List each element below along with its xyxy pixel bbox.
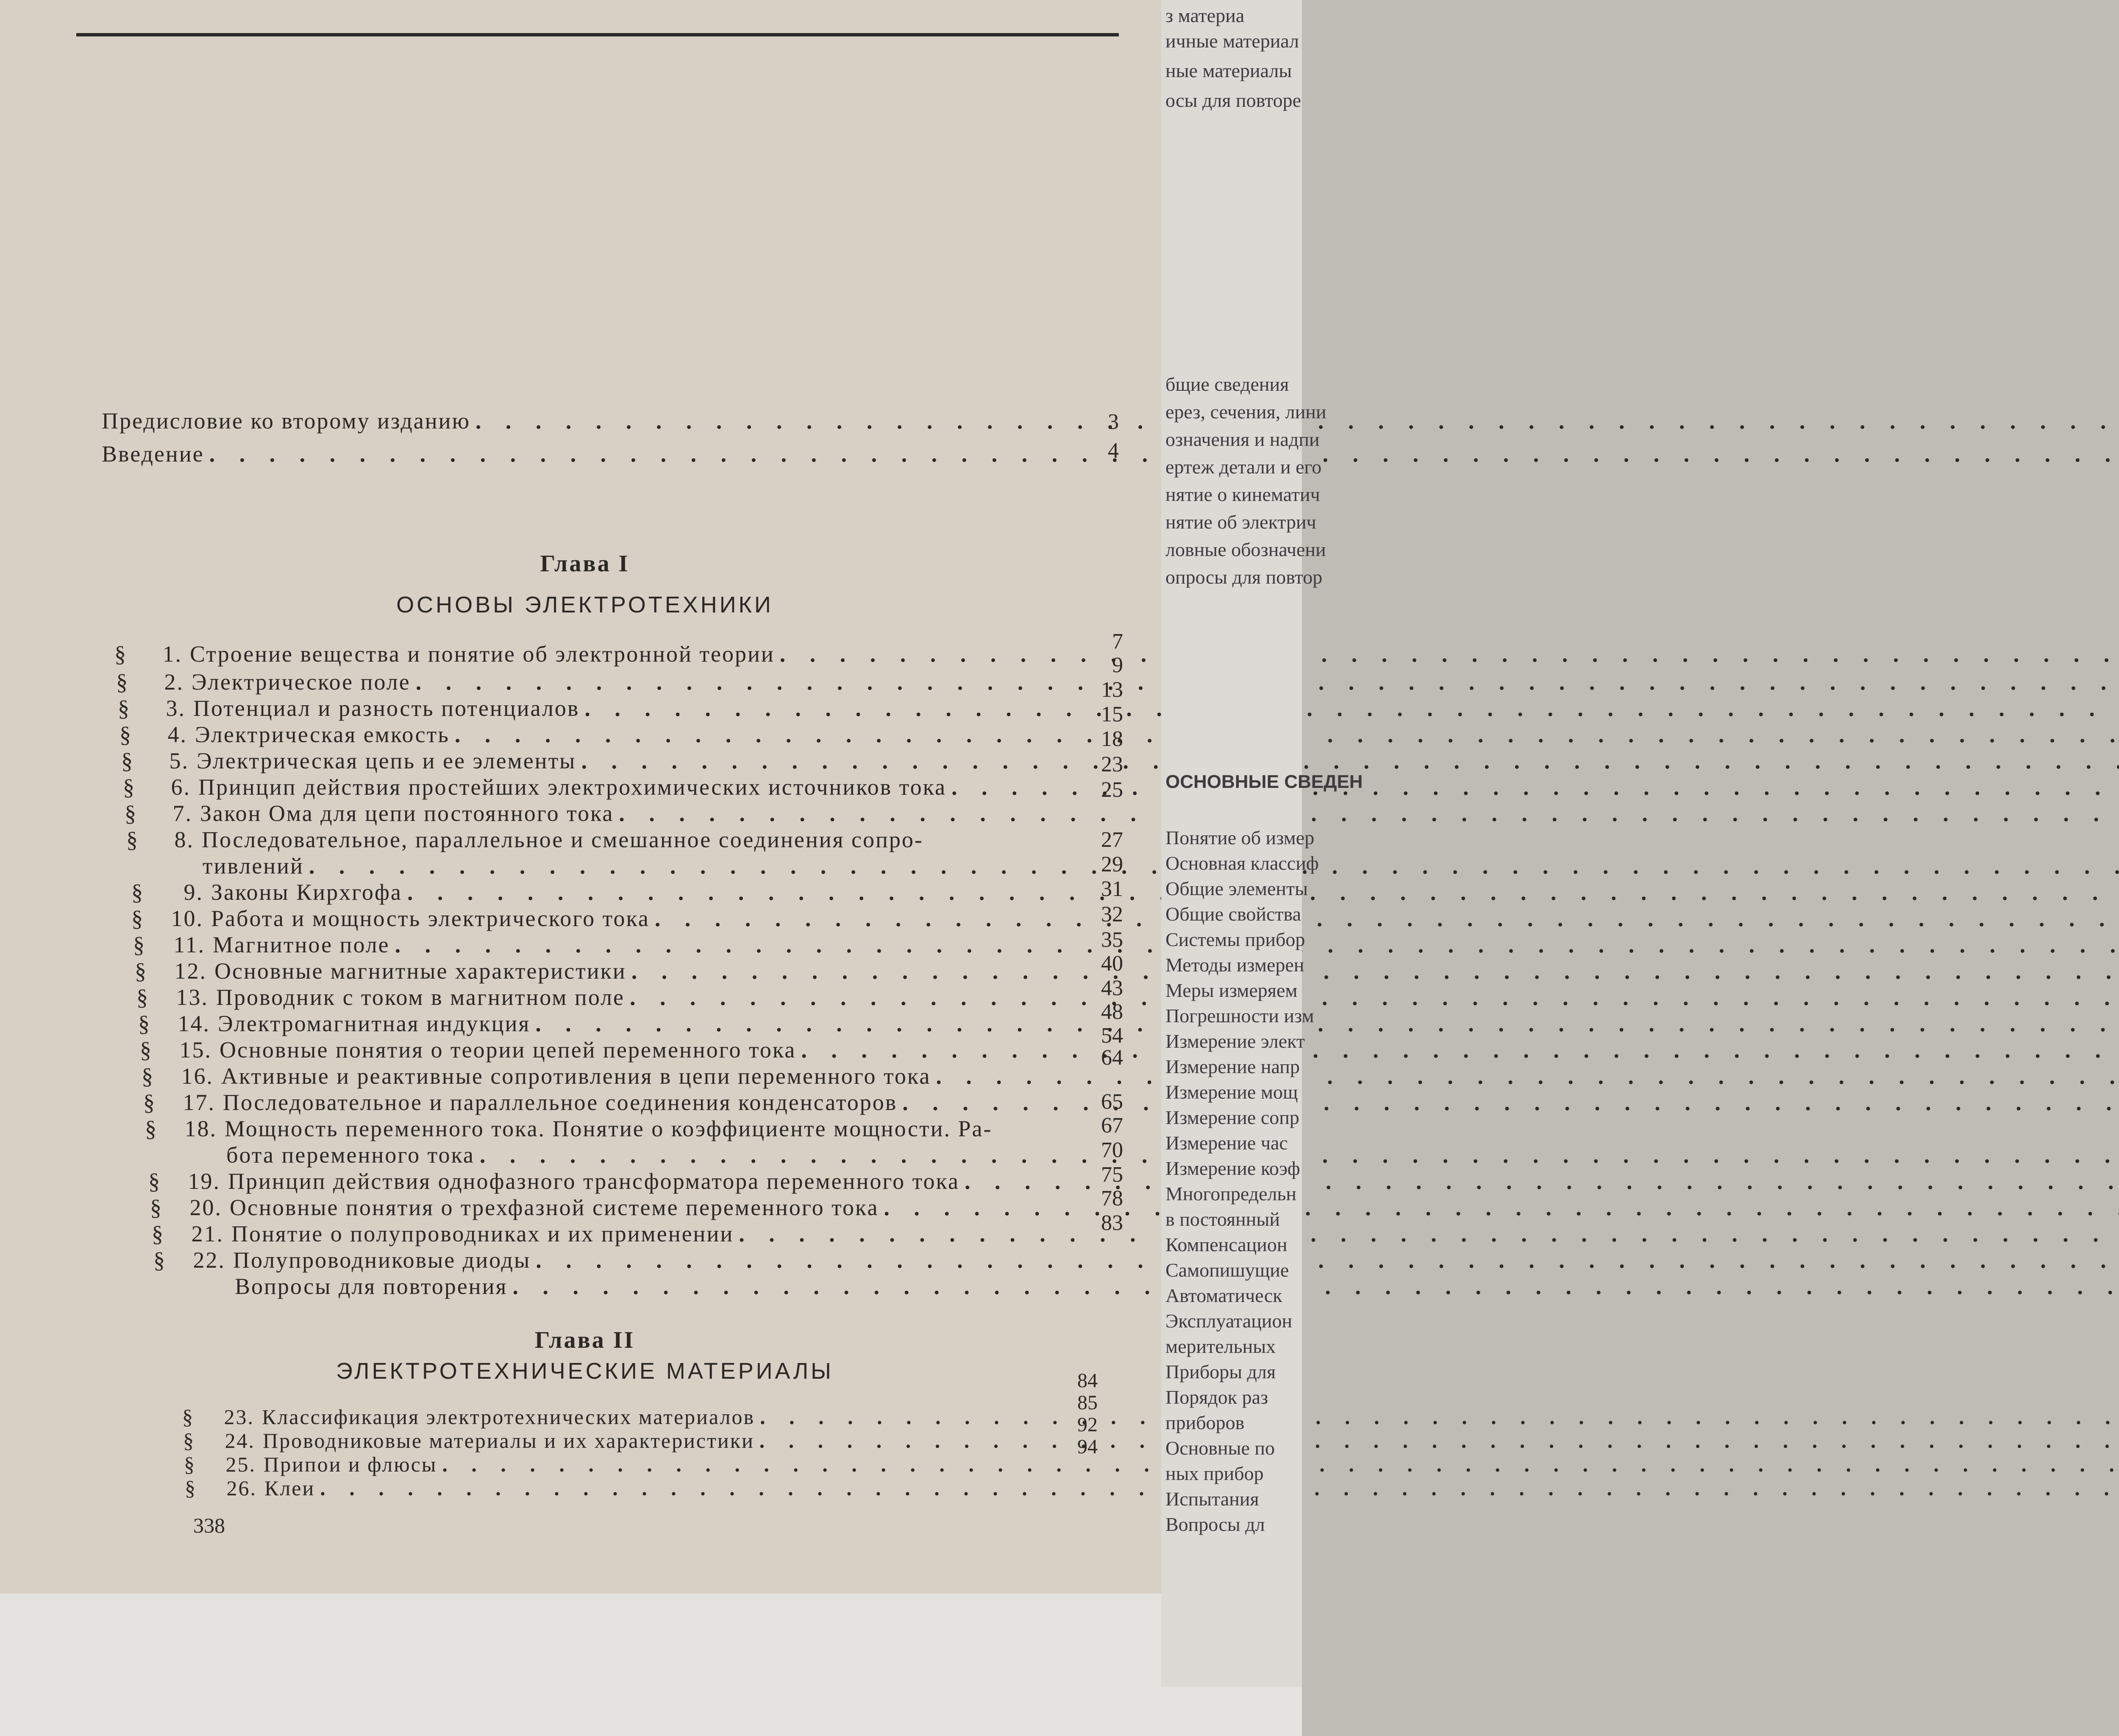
- facing-line: Компенсацион: [1165, 1234, 1288, 1255]
- toc-leader: [759, 1428, 2119, 1453]
- toc-page-number: 48: [1101, 1000, 1123, 1024]
- toc-title: бота переменного тока: [226, 1142, 475, 1168]
- toc-leader: [512, 1273, 2119, 1299]
- book-page-right: [1161, 0, 1363, 1687]
- toc-page-number: 67: [1101, 1113, 1123, 1138]
- facing-line: Основные по: [1165, 1437, 1275, 1459]
- section-number: 9.: [184, 879, 203, 905]
- section-sign: §: [184, 1452, 196, 1476]
- section-sign: §: [153, 1247, 166, 1273]
- toc-entry: [152, 1221, 1101, 1248]
- toc-page-number: 18: [1101, 727, 1123, 751]
- section-number: 13.: [176, 985, 209, 1010]
- toc-page-number: 23: [1101, 752, 1123, 776]
- chapter-1-label: Глава I: [540, 551, 630, 577]
- facing-line: ных прибор: [1165, 1463, 1264, 1484]
- toc-title: Магнитное поле: [213, 932, 390, 957]
- toc-page-number: 43: [1101, 976, 1123, 1000]
- toc-page-number: 32: [1101, 902, 1123, 926]
- toc-title: Принцип действия однофазного трансформатора переменного тока: [228, 1168, 959, 1194]
- toc-page-number: 78: [1101, 1186, 1123, 1210]
- facing-line: Самопишущие: [1165, 1259, 1289, 1281]
- toc-title: Электрическая цепь и ее элементы: [197, 748, 576, 773]
- section-number: 23.: [224, 1405, 254, 1429]
- toc-title: Электрическое поле: [192, 669, 411, 695]
- chapter-2-heading: ЭЛЕКТРОТЕХНИЧЕСКИЕ МАТЕРИАЛЫ: [336, 1358, 834, 1384]
- toc-page-number: 31: [1101, 877, 1123, 901]
- facing-line: нятие об электрич: [1165, 511, 1316, 533]
- facing-line: бщие сведения: [1165, 373, 1289, 395]
- toc-leader: [619, 800, 2119, 826]
- section-sign: §: [116, 669, 129, 695]
- section-sign: §: [143, 1090, 156, 1115]
- section-sign: §: [150, 1195, 163, 1220]
- toc-page-number: 29: [1101, 852, 1123, 876]
- toc-entry: [127, 853, 1085, 880]
- toc-title: Потенциал и разность потенциалов: [193, 696, 580, 721]
- chapter-2-label: Глава II: [534, 1327, 635, 1353]
- section-sign: §: [125, 801, 137, 826]
- toc-page-number: 64: [1101, 1046, 1123, 1070]
- chapter-1-heading: ОСНОВЫ ЭЛЕКТРОТЕХНИКИ: [396, 592, 773, 618]
- toc-leader: [631, 958, 2119, 984]
- toc-title: Основные магнитные характеристики: [214, 958, 626, 984]
- section-number: 14.: [178, 1011, 210, 1036]
- toc-title: Последовательное и параллельное соединения конденсаторов: [223, 1090, 898, 1115]
- section-sign: §: [131, 879, 144, 905]
- toc-title: Активные и реактивные сопротивления в цепи переменного тока: [221, 1063, 931, 1089]
- toc-leader: [581, 748, 2119, 774]
- toc-page-number: 75: [1101, 1163, 1123, 1187]
- facing-heading: ОСНОВНЫЕ СВЕДЕН: [1165, 771, 1363, 792]
- toc-leader: [739, 1221, 2119, 1247]
- toc-entry: [143, 1089, 1097, 1116]
- toc-title: Полупроводниковые диоды: [233, 1247, 531, 1273]
- facing-line: Общие элементы: [1165, 878, 1308, 899]
- toc-title: Классификация электротехнических материалов: [262, 1405, 755, 1429]
- section-sign: §: [145, 1116, 158, 1141]
- toc-entry: [153, 1247, 1103, 1274]
- section-sign: §: [152, 1221, 164, 1246]
- toc-entry: [136, 984, 1090, 1011]
- toc-entry: [150, 1194, 1099, 1221]
- section-number: 16.: [181, 1063, 214, 1089]
- section-number: 15.: [179, 1037, 212, 1063]
- toc-page-number: 94: [1077, 1436, 1098, 1458]
- section-sign: §: [148, 1168, 161, 1194]
- toc-page-number: 83: [1101, 1211, 1123, 1235]
- section-number: 1.: [162, 641, 182, 667]
- toc-leader: [535, 1010, 2119, 1037]
- toc-entry: [133, 932, 1087, 959]
- section-sign: §: [118, 696, 131, 721]
- section-sign: §: [182, 1405, 194, 1429]
- facing-line: приборов: [1165, 1412, 1245, 1433]
- section-number: 17.: [183, 1090, 215, 1115]
- toc-entry: [142, 1063, 1095, 1090]
- toc-title: Электромагнитная индукция: [218, 1011, 531, 1036]
- facing-line: Системы прибор: [1165, 929, 1305, 950]
- toc-title: Понятие о полупроводниках и их применении: [231, 1221, 734, 1246]
- section-number: 12.: [174, 958, 207, 984]
- toc-entry: [131, 905, 1085, 932]
- toc-front-preface: [102, 408, 1110, 435]
- toc-entry: [120, 721, 1077, 748]
- facing-line: Измерение элект: [1165, 1030, 1305, 1052]
- section-number: 8.: [174, 827, 194, 852]
- facing-line: Приборы для: [1165, 1361, 1276, 1383]
- section-number: 25.: [225, 1452, 256, 1476]
- facing-line: ерез, сечения, лини: [1165, 401, 1326, 423]
- facing-line: осы для повторе: [1165, 89, 1301, 111]
- toc-title: Припои и флюсы: [264, 1452, 437, 1476]
- toc-entry: [125, 800, 1082, 827]
- facing-line: Измерение коэф: [1165, 1157, 1300, 1179]
- toc-title: Основные понятия о теории цепей переменного тока: [220, 1037, 796, 1063]
- facing-line: нятие о кинематич: [1165, 484, 1320, 505]
- toc-front-intro: [102, 441, 1110, 468]
- toc-title: Мощность переменного тока. Понятие о коэффициенте мощности. Ра-: [225, 1116, 993, 1141]
- toc-title: Проводниковые материалы и их характеристики: [263, 1429, 754, 1452]
- toc-page-number: 25: [1101, 778, 1123, 802]
- toc-entry: [148, 1168, 1098, 1195]
- facing-line: Понятие об измер: [1165, 827, 1315, 849]
- toc-leader: [584, 695, 2119, 721]
- toc-leader: [801, 1037, 2119, 1063]
- toc-page-number: 4: [1108, 439, 1119, 463]
- toc-page-number: 70: [1101, 1138, 1123, 1162]
- toc-title: Принцип действия простейших электрохимических источников тока: [198, 774, 946, 800]
- facing-line: Многопредельн: [1165, 1183, 1297, 1205]
- toc-leader: [884, 1194, 2119, 1221]
- toc-leader: [630, 984, 2119, 1010]
- section-sign: §: [126, 827, 139, 852]
- facing-line: Основная классиф: [1165, 852, 1319, 874]
- section-number: 24.: [225, 1429, 255, 1452]
- toc-page-number: 27: [1101, 828, 1123, 852]
- facing-line: Вопросы дл: [1165, 1513, 1265, 1535]
- toc-page-number: 13: [1101, 678, 1123, 702]
- section-sign: §: [136, 985, 149, 1010]
- page-folio: 338: [193, 1513, 225, 1537]
- section-number: 10.: [171, 906, 203, 931]
- facing-line: Автоматическ: [1165, 1285, 1282, 1306]
- section-number: 11.: [173, 932, 205, 957]
- toc-page-number: 40: [1101, 951, 1123, 976]
- section-number: 3.: [166, 696, 186, 721]
- toc-entry: [116, 669, 1074, 696]
- toc-entry: [184, 1452, 1078, 1479]
- section-sign: §: [140, 1037, 153, 1063]
- facing-line: мерительных: [1165, 1335, 1276, 1357]
- toc-page-number: 15: [1101, 702, 1123, 726]
- toc-title: тивлений: [203, 853, 304, 879]
- toc-leader: [760, 1405, 2119, 1429]
- facing-line: опросы для повтор: [1165, 566, 1323, 588]
- toc-entry: [183, 1428, 1077, 1455]
- section-number: 20.: [189, 1195, 222, 1220]
- facing-line: в постоянный: [1165, 1208, 1280, 1230]
- toc-leader: [655, 905, 2119, 932]
- facing-line: ные материалы: [1165, 60, 1292, 81]
- facing-line: Измерение сопр: [1165, 1107, 1299, 1128]
- toc-title: Законы Кирхгофа: [211, 879, 402, 905]
- toc-page-number: 9: [1112, 653, 1123, 677]
- section-sign: §: [131, 906, 144, 931]
- toc-page-number: 85: [1077, 1391, 1098, 1414]
- toc-entry: [147, 1142, 1096, 1169]
- toc-entry: [126, 826, 1084, 854]
- toc-title: Предисловие ко второму изданию: [102, 408, 470, 434]
- toc-title: Электрическая емкость: [195, 722, 450, 747]
- section-number: 19.: [188, 1168, 220, 1194]
- toc-page-number: 84: [1077, 1369, 1098, 1392]
- section-sign: §: [120, 722, 132, 747]
- toc-title: Закон Ома для цепи постоянного тока: [200, 801, 614, 826]
- header-rule: [76, 33, 1119, 36]
- toc-leader: [951, 774, 2119, 800]
- facing-line: Методы измерен: [1165, 954, 1304, 976]
- section-number: 22.: [193, 1247, 225, 1273]
- section-sign: §: [123, 774, 136, 800]
- section-number: 18.: [184, 1116, 217, 1141]
- toc-title: Последовательное, параллельное и смешанное соединения сопро-: [202, 827, 923, 852]
- toc-title: Строение вещества и понятие об электронной теории: [190, 641, 775, 667]
- toc-title: Работа и мощность электрического тока: [211, 906, 650, 931]
- toc-entry: [155, 1273, 1100, 1300]
- toc-entry: [182, 1405, 1076, 1432]
- toc-page-number: 65: [1101, 1090, 1123, 1114]
- toc-title: Основные понятия о трехфазной системе переменного тока: [230, 1195, 879, 1220]
- section-sign: §: [185, 1476, 197, 1500]
- toc-entry: [131, 879, 1085, 906]
- section-sign: §: [142, 1063, 154, 1089]
- facing-line: Меры измеряем: [1165, 979, 1298, 1001]
- toc-title: Клеи: [264, 1476, 315, 1500]
- facing-line: Эксплуатацион: [1165, 1310, 1293, 1332]
- toc-title: Введение: [102, 441, 204, 467]
- toc-entry: [138, 1010, 1092, 1038]
- facing-line: Измерение час: [1165, 1132, 1288, 1154]
- toc-leader: [536, 1247, 2119, 1273]
- facing-line: Испытания: [1165, 1488, 1259, 1510]
- section-number: 26.: [226, 1476, 257, 1500]
- section-number: 7.: [172, 801, 192, 826]
- toc-leader: [965, 1168, 2119, 1194]
- toc-title: Вопросы для повторения: [235, 1274, 508, 1299]
- section-sign: §: [183, 1429, 195, 1452]
- facing-line: ловные обозначени: [1165, 539, 1326, 560]
- toc-entry: [135, 958, 1088, 985]
- section-number: 6.: [171, 774, 191, 800]
- toc-page-number: 54: [1101, 1024, 1123, 1048]
- toc-entry: [185, 1476, 1079, 1503]
- section-sign: §: [133, 932, 146, 957]
- section-sign: §: [114, 641, 127, 667]
- facing-line: з материа: [1165, 5, 1245, 26]
- toc-page-number: 35: [1101, 928, 1123, 952]
- section-number: 4.: [167, 722, 187, 747]
- toc-entry: [118, 695, 1076, 722]
- section-sign: §: [121, 748, 134, 773]
- section-number: 5.: [169, 748, 189, 773]
- toc-entry: [123, 774, 1081, 801]
- facing-line: Порядок раз: [1165, 1386, 1268, 1408]
- facing-line: Общие свойства: [1165, 903, 1301, 925]
- toc-entry: [145, 1116, 1098, 1143]
- toc-page-number: 7: [1112, 629, 1123, 654]
- section-number: 21.: [191, 1221, 224, 1246]
- facing-line: Погрешности изм: [1165, 1005, 1314, 1027]
- toc-page-number: 92: [1077, 1413, 1098, 1436]
- toc-entry: [114, 641, 1072, 668]
- facing-line: ичные материал: [1165, 30, 1299, 52]
- facing-line: означения и надпи: [1165, 428, 1320, 450]
- toc-entry: [140, 1037, 1093, 1064]
- section-sign: §: [138, 1011, 151, 1036]
- toc-page-number: 3: [1108, 410, 1119, 434]
- facing-line: Измерение напр: [1165, 1056, 1300, 1077]
- toc-leader: [780, 641, 2119, 667]
- toc-title: Проводник с током в магнитном поле: [216, 985, 625, 1010]
- facing-line: ертеж детали и его: [1165, 456, 1322, 478]
- section-sign: §: [135, 958, 147, 984]
- facing-line: Измерение мощ: [1165, 1081, 1298, 1103]
- toc-entry: [121, 748, 1079, 775]
- section-number: 2.: [164, 669, 184, 695]
